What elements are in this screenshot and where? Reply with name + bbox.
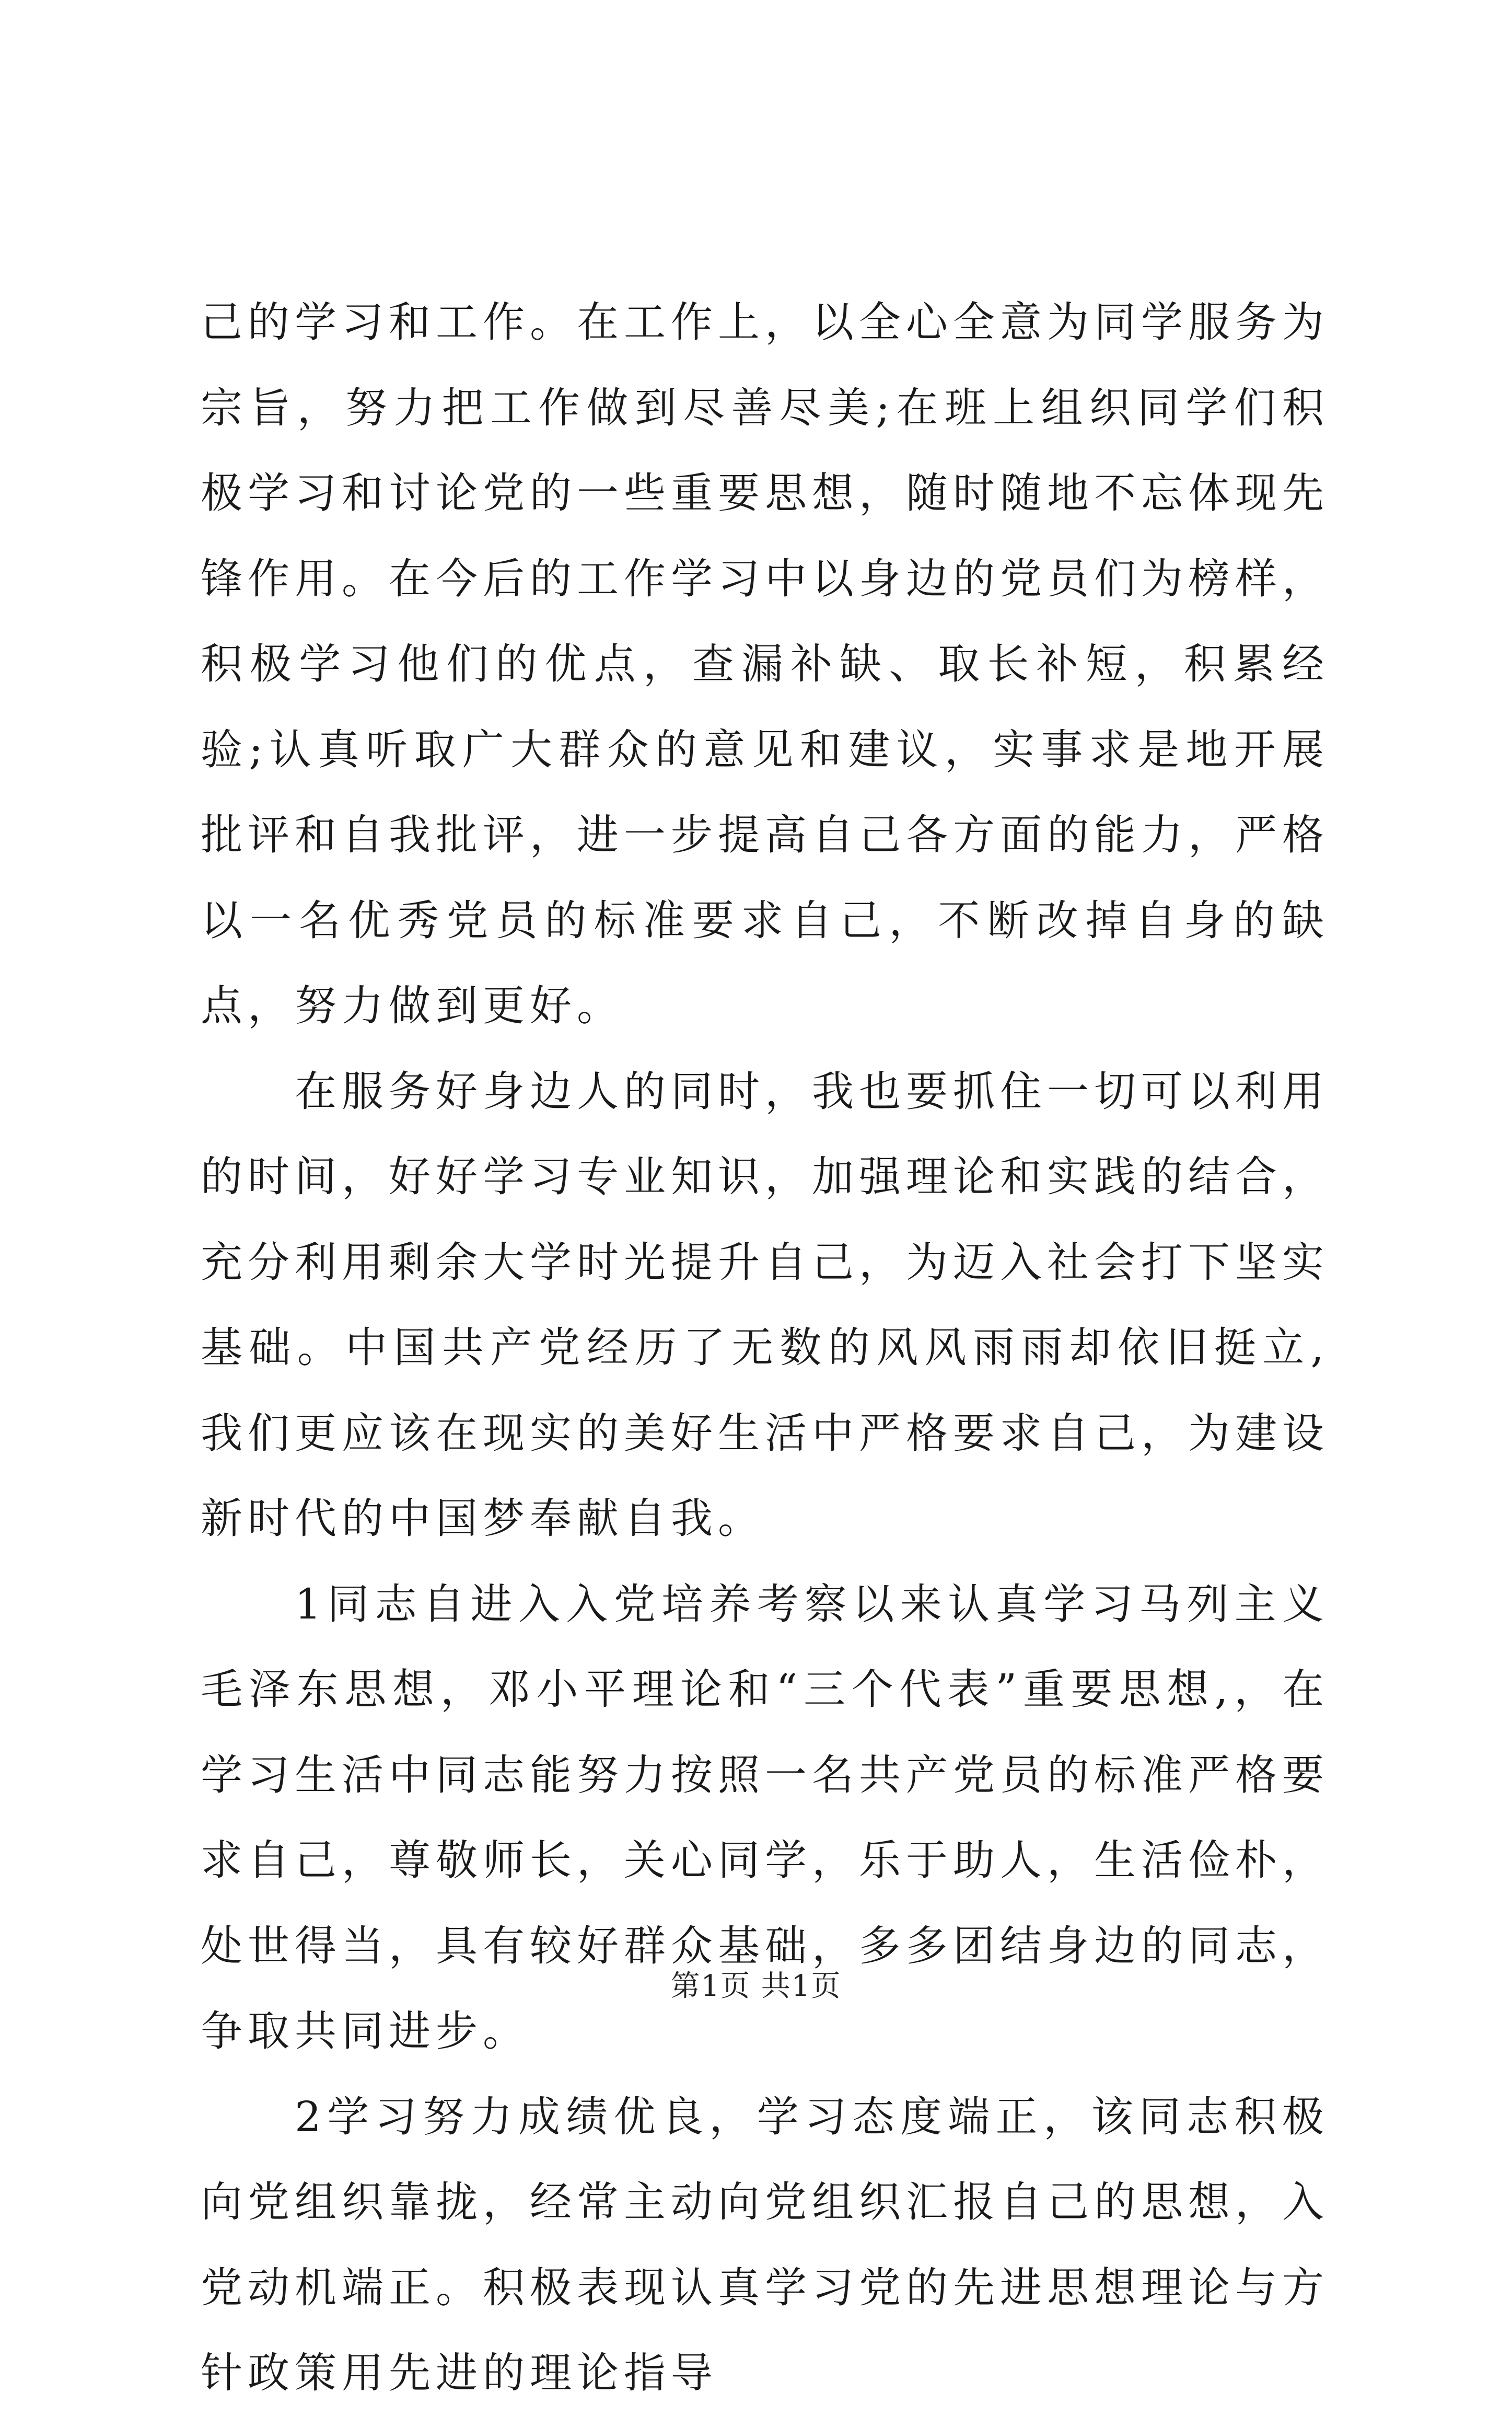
paragraph-2: 在服务好身边人的同时，我也要抓住一切可以利用的时间，好好学习专业知识，加强理论和实践的结合，充分利用剩余大学时光提升自己，为迈入社会打下坚实基础。中国共产党经历了无数的风风雨雨却依旧挺立,我们更应该在现实的美好生活中严格要求自己，为建设新时代的中国梦奉献自我。 xyxy=(201,1067,1329,1543)
page-number-footer: 第1页 共1页 xyxy=(670,1969,842,2003)
document-body xyxy=(201,280,1329,2416)
paragraph-4: 2学习努力成绩优良，学习态度端正，该同志积极向党组织靠拢，经常主动向党组织汇报自己的思想，入党动机端正。积极表现认真学习党的先进思想理论与方针政策用先进的理论指导 xyxy=(201,2092,1329,2397)
paragraph-3: 1同志自进入入党培养考察以来认真学习马列主义毛泽东思想，邓小平理论和“三个代表”重要思想,，在学习生活中同志能努力按照一名共产党员的标准严格要求自己，尊敬师长，关心同学，乐于助人，生活俭朴，处世得当，具有较好群众基础，多多团结身边的同志，争取共同进步。 xyxy=(201,1579,1329,2055)
paragraph-1: 己的学习和工作。在工作上，以全心全意为同学服务为宗旨，努力把工作做到尽善尽美;在班上组织同学们积极学习和讨论党的一些重要思想，随时随地不忘体现先锋作用。在今后的工作学习中以身边的党员们为榜样，积极学习他们的优点，查漏补缺、取长补短，积累经验;认真听取广大群众的意见和建议，实事求是地开展批评和自我批评，进一步提高自己各方面的能力，严格以一名优秀党员的标准要求自己，不断改掉自身的缺点，努力做到更好。 xyxy=(201,298,1329,1030)
